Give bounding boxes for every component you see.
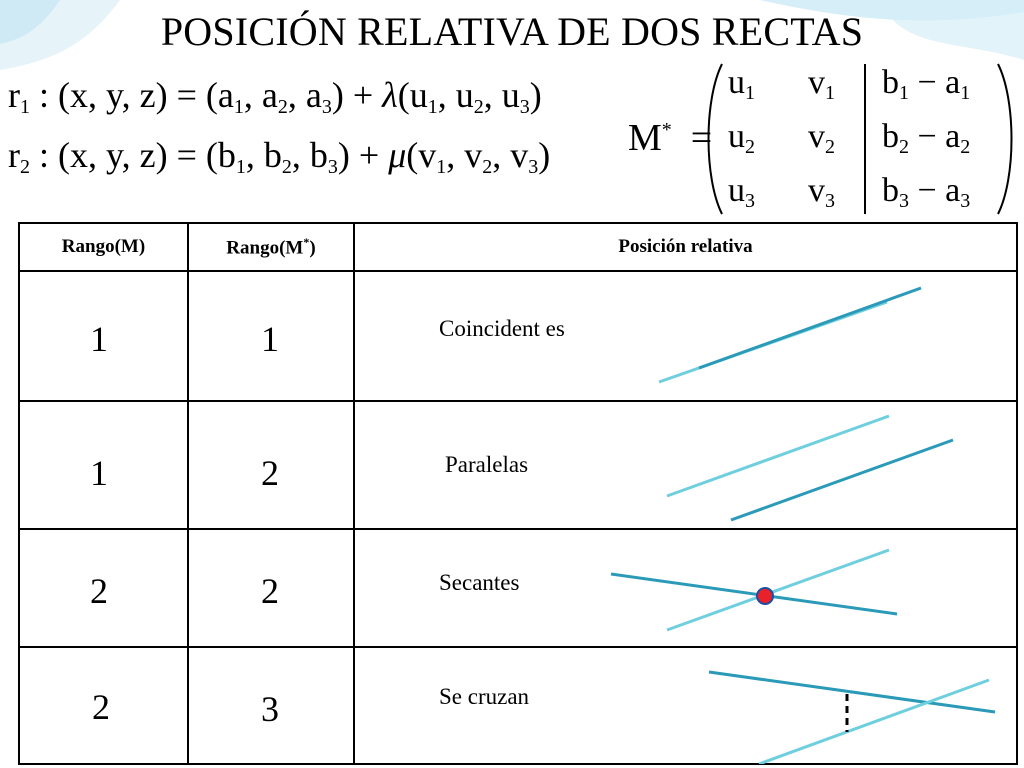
table-row: 2 2 Secantes [19, 529, 1017, 647]
equation-r2: $r_2$ : (x, y, $z) = (b_1$, $b_2$, $b_3) + \mu(v_1$, $v_2$, $v_3$) [8, 135, 551, 178]
header-posicion: Posición relativa [354, 223, 1017, 271]
rango-m-value: 1 [90, 319, 108, 359]
posicion-label: Se cruzan [439, 684, 530, 709]
secant-lines-figure [355, 530, 1015, 646]
table-header-row [19, 223, 1017, 271]
header-rango-m-star: Rango(M*) [188, 223, 354, 271]
rank-table [18, 222, 1018, 765]
posicion-label: Secantes [439, 570, 520, 595]
parallel-lines-figure [355, 402, 1015, 528]
equation-r1: $r_1$ : (x, y, $z) = (a_1$, $a_2$, $a_3) + \lambda(u_1$, $u_2$, $u_3$) [8, 75, 542, 118]
table-row: 1 2 Paralelas [19, 401, 1017, 529]
header-rango-m: Rango(M) [19, 223, 188, 271]
rango-ms-value: 1 [261, 319, 279, 359]
posicion-label: Paralelas [445, 452, 529, 477]
table-row [19, 271, 1017, 401]
intersection-point [757, 588, 773, 604]
page-title: POSICIÓN RELATIVA DE DOS RECTAS [160, 9, 864, 54]
posicion-label: Coincident es [439, 316, 565, 341]
table-row: 2 3 Se cruzan [19, 647, 1017, 764]
coincident-lines-figure [355, 272, 1015, 400]
matrix-label: M* = [628, 117, 713, 159]
skew-lines-figure [355, 648, 1015, 764]
matrix-divider [864, 64, 866, 214]
augmented-matrix: $u_1$ $v_1$ $b_1 - a_1$ $u_2$ $v_2$ $b_2 - a_2$ $u_3$ $v_3$ $b_3 - a_3$ [700, 60, 1020, 218]
